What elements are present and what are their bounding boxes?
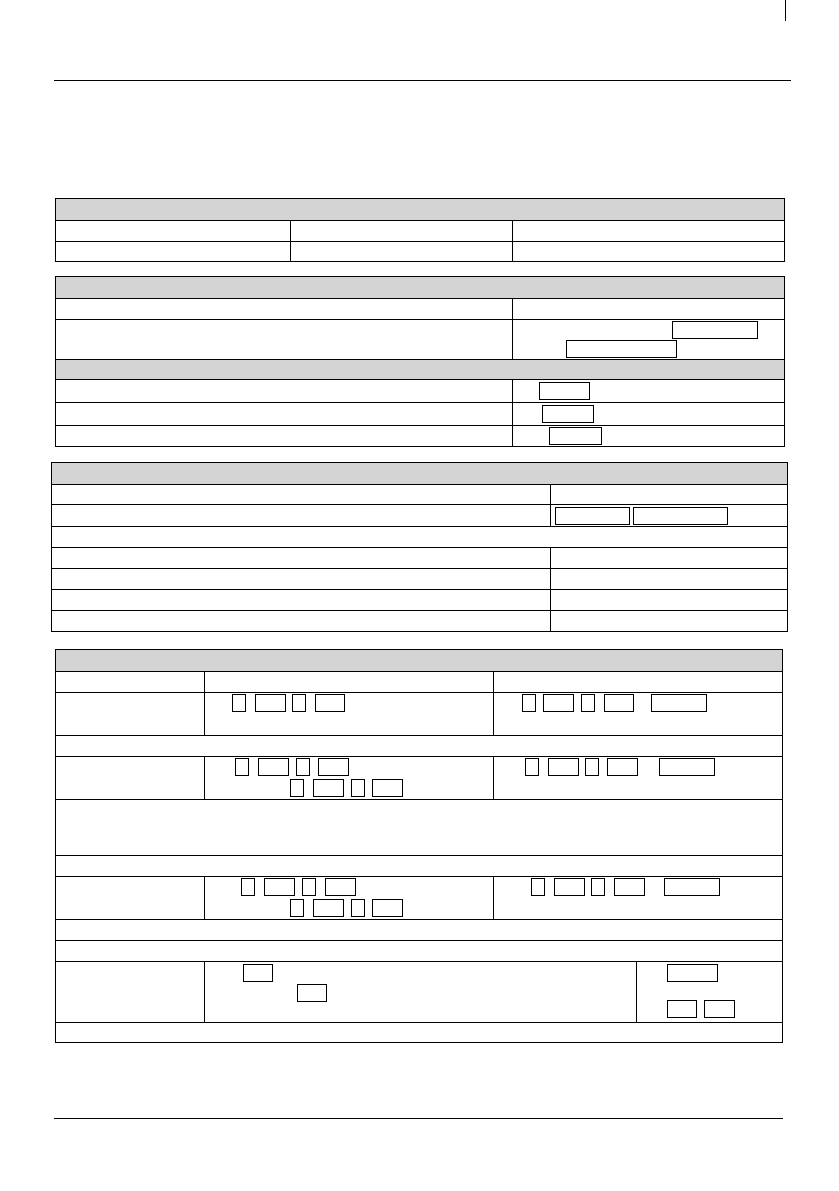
table-cell	[550, 569, 787, 589]
input-box[interactable]	[315, 694, 345, 712]
input-box[interactable]	[292, 694, 306, 712]
table-row	[56, 961, 782, 1022]
input-box[interactable]	[264, 878, 295, 896]
section-2-header	[56, 277, 784, 298]
section-2-subheader	[56, 359, 784, 379]
input-box[interactable]	[704, 1000, 735, 1018]
table-cell	[204, 877, 493, 919]
table-row	[52, 589, 787, 610]
input-box[interactable]	[297, 984, 327, 1002]
table-cell	[512, 242, 784, 261]
section-1-table	[55, 198, 785, 262]
footer-rule	[54, 1118, 783, 1119]
input-box[interactable]	[531, 878, 545, 896]
input-box[interactable]	[659, 758, 715, 776]
input-box[interactable]	[313, 899, 344, 917]
input-box[interactable]	[290, 779, 304, 797]
table-cell	[204, 757, 493, 799]
input-box[interactable]	[581, 694, 595, 712]
input-box[interactable]	[522, 694, 536, 712]
table-cell	[550, 548, 787, 568]
input-box[interactable]	[351, 899, 365, 917]
table-cell	[290, 242, 512, 261]
section-3-header	[52, 463, 787, 484]
input-box[interactable]	[549, 427, 602, 445]
table-row	[56, 919, 782, 940]
table-row	[56, 876, 782, 919]
table-row	[56, 940, 782, 961]
input-box[interactable]	[313, 779, 344, 797]
section-4-table	[55, 649, 783, 1043]
input-box[interactable]	[667, 964, 718, 982]
table-row	[56, 298, 784, 319]
section-1-header	[56, 199, 784, 220]
table-row	[56, 735, 782, 756]
input-box[interactable]	[543, 694, 574, 712]
input-box[interactable]	[548, 758, 579, 776]
input-box[interactable]	[351, 779, 365, 797]
table-cell	[204, 962, 636, 1022]
input-box[interactable]	[243, 964, 273, 982]
table-cell	[636, 962, 782, 1022]
table-row	[56, 799, 782, 855]
table-row	[56, 319, 784, 359]
input-box[interactable]	[672, 321, 758, 339]
table-row	[56, 756, 782, 799]
input-box[interactable]	[633, 507, 728, 525]
input-box[interactable]	[525, 758, 539, 776]
input-box[interactable]	[566, 340, 677, 358]
input-box[interactable]	[241, 878, 255, 896]
input-box[interactable]	[232, 694, 246, 712]
input-box[interactable]	[554, 878, 585, 896]
input-box[interactable]	[585, 758, 599, 776]
table-cell	[512, 426, 784, 446]
table-cell	[512, 221, 784, 241]
table-cell	[512, 320, 784, 359]
input-box[interactable]	[614, 878, 645, 896]
input-box[interactable]	[296, 758, 310, 776]
input-box[interactable]	[555, 507, 630, 525]
table-row	[56, 671, 782, 692]
table-cell	[550, 590, 787, 610]
input-box[interactable]	[290, 899, 304, 917]
corner-mark	[785, 0, 786, 21]
input-box[interactable]	[325, 878, 356, 896]
input-box[interactable]	[372, 779, 403, 797]
table-cell	[290, 221, 512, 241]
table-cell	[512, 299, 784, 319]
input-box[interactable]	[258, 758, 289, 776]
input-box[interactable]	[302, 878, 316, 896]
input-box[interactable]	[318, 758, 349, 776]
table-row	[56, 402, 784, 425]
table-row	[56, 1022, 782, 1042]
table-cell	[204, 672, 493, 692]
table-row	[52, 568, 787, 589]
input-box[interactable]	[604, 694, 634, 712]
table-row	[56, 379, 784, 402]
table-row	[52, 547, 787, 568]
input-box[interactable]	[667, 1000, 697, 1018]
table-cell	[512, 403, 784, 425]
input-box[interactable]	[591, 878, 605, 896]
table-row	[56, 425, 784, 446]
table-cell	[493, 877, 782, 919]
table-cell	[512, 380, 784, 402]
table-row	[52, 526, 787, 547]
table-row	[56, 692, 782, 735]
table-cell	[493, 757, 782, 799]
input-box[interactable]	[255, 694, 286, 712]
table-cell	[550, 505, 787, 526]
input-box[interactable]	[542, 405, 594, 423]
input-box[interactable]	[235, 758, 249, 776]
input-box[interactable]	[607, 758, 638, 776]
header-rule	[54, 80, 791, 81]
table-row	[52, 504, 787, 526]
table-cell	[550, 485, 787, 504]
table-row	[52, 484, 787, 504]
input-box[interactable]	[664, 878, 720, 896]
input-box[interactable]	[539, 382, 590, 400]
table-row	[52, 610, 787, 631]
table-cell	[493, 672, 782, 692]
table-row	[56, 855, 782, 876]
section-2-table	[55, 276, 785, 447]
table-cell	[204, 693, 493, 735]
table-row	[56, 241, 784, 261]
input-box[interactable]	[372, 899, 403, 917]
table-cell	[550, 611, 787, 631]
section-3-table	[51, 462, 788, 632]
table-row	[56, 220, 784, 241]
input-box[interactable]	[651, 694, 707, 712]
section-4-header	[56, 650, 782, 671]
table-cell	[493, 693, 782, 735]
